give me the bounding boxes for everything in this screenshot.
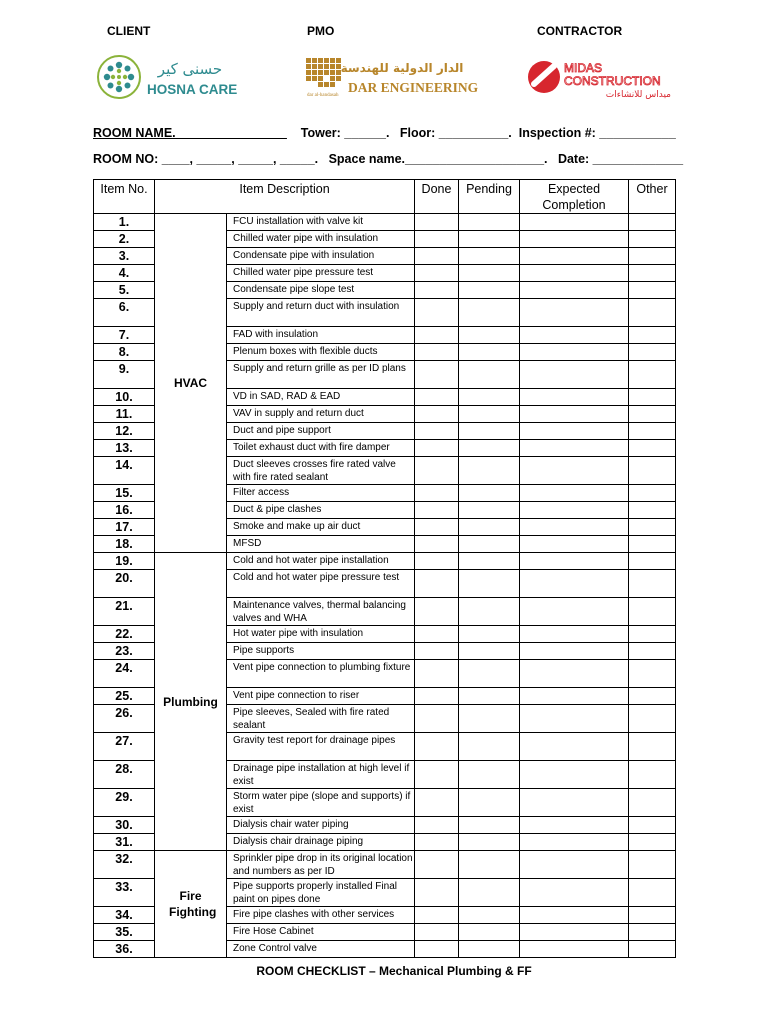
pmo-label: PMO (307, 24, 335, 38)
pending-cell[interactable] (459, 457, 520, 485)
done-cell[interactable] (415, 761, 459, 789)
expected-completion-cell[interactable] (520, 440, 629, 457)
table-row (94, 851, 676, 879)
item-number: 34. (94, 907, 155, 924)
item-description: Cold and hot water pipe installation (227, 553, 415, 570)
other-cell[interactable] (629, 423, 676, 440)
item-number: 1. (94, 214, 155, 231)
other-cell[interactable] (629, 851, 676, 879)
expected-completion-cell[interactable] (520, 282, 629, 299)
other-cell[interactable] (629, 299, 676, 327)
item-number: 14. (94, 457, 155, 485)
item-number: 16. (94, 502, 155, 519)
other-cell[interactable] (629, 817, 676, 834)
item-description: Vent pipe connection to plumbing fixture (227, 660, 415, 688)
done-cell[interactable] (415, 519, 459, 536)
pending-cell[interactable] (459, 265, 520, 282)
checklist-body (94, 214, 676, 958)
done-cell[interactable] (415, 598, 459, 626)
done-cell[interactable] (415, 660, 459, 688)
midas-construction-logo (526, 52, 674, 102)
done-cell[interactable] (415, 440, 459, 457)
other-cell[interactable] (629, 440, 676, 457)
item-description: Vent pipe connection to riser (227, 688, 415, 705)
done-cell[interactable] (415, 553, 459, 570)
other-cell[interactable] (629, 643, 676, 660)
expected-completion-cell[interactable] (520, 660, 629, 688)
expected-completion-cell[interactable] (520, 907, 629, 924)
dar-grid-icon (306, 58, 341, 87)
pending-cell[interactable] (459, 643, 520, 660)
space-name-field[interactable]: Space name.____________________. (328, 152, 548, 166)
pending-cell[interactable] (459, 941, 520, 958)
pending-cell[interactable] (459, 299, 520, 327)
fields-row-2 (93, 152, 684, 166)
done-cell[interactable] (415, 457, 459, 485)
item-number: 22. (94, 626, 155, 643)
expected-completion-cell[interactable] (520, 406, 629, 423)
item-description: Duct and pipe support (227, 423, 415, 440)
expected-completion-cell[interactable] (520, 361, 629, 389)
done-cell[interactable] (415, 502, 459, 519)
pending-cell[interactable] (459, 389, 520, 406)
pending-cell[interactable] (459, 214, 520, 231)
done-cell[interactable] (415, 265, 459, 282)
item-description: Smoke and make up air duct (227, 519, 415, 536)
expected-completion-cell[interactable] (520, 817, 629, 834)
other-cell[interactable] (629, 941, 676, 958)
done-cell[interactable] (415, 485, 459, 502)
done-cell[interactable] (415, 423, 459, 440)
header-description: Item Description (155, 180, 415, 214)
item-description: Hot water pipe with insulation (227, 626, 415, 643)
expected-completion-cell[interactable] (520, 214, 629, 231)
fields-row-1 (93, 126, 675, 140)
pending-cell[interactable] (459, 344, 520, 361)
other-cell[interactable] (629, 553, 676, 570)
done-cell[interactable] (415, 361, 459, 389)
item-number: 31. (94, 834, 155, 851)
other-cell[interactable] (629, 214, 676, 231)
expected-completion-cell[interactable] (520, 879, 629, 907)
pending-cell[interactable] (459, 282, 520, 299)
dar-mark-text: dar al-handasah (307, 93, 339, 98)
pending-cell[interactable] (459, 789, 520, 817)
other-cell[interactable] (629, 282, 676, 299)
done-cell[interactable] (415, 214, 459, 231)
item-description: Plenum boxes with flexible ducts (227, 344, 415, 361)
expected-completion-cell[interactable] (520, 423, 629, 440)
midas-circle-icon (528, 61, 560, 93)
item-number: 8. (94, 344, 155, 361)
pending-cell[interactable] (459, 688, 520, 705)
client-label: CLIENT (107, 24, 151, 38)
parties-row (0, 24, 768, 44)
item-number: 28. (94, 761, 155, 789)
other-cell[interactable] (629, 598, 676, 626)
checklist-table (93, 179, 676, 958)
item-description: Maintenance valves, thermal balancing valves and WHA (227, 598, 415, 626)
expected-completion-cell[interactable] (520, 761, 629, 789)
expected-completion-cell[interactable] (520, 502, 629, 519)
pending-cell[interactable] (459, 834, 520, 851)
done-cell[interactable] (415, 834, 459, 851)
pending-cell[interactable] (459, 502, 520, 519)
tower-field[interactable]: Tower: ______. (300, 126, 390, 140)
expected-completion-cell[interactable] (520, 598, 629, 626)
header-pending: Pending (459, 180, 520, 214)
done-cell[interactable] (415, 282, 459, 299)
other-cell[interactable] (629, 536, 676, 553)
room-no-field[interactable]: ROOM NO: ____, _____, _____, _____. (93, 152, 319, 166)
item-number: 29. (94, 789, 155, 817)
item-number: 2. (94, 231, 155, 248)
item-number: 7. (94, 327, 155, 344)
midas-top-text: MIDAS (564, 61, 603, 75)
inspection-field[interactable]: Inspection #: ___________ (518, 126, 676, 140)
item-number: 19. (94, 553, 155, 570)
pending-cell[interactable] (459, 879, 520, 907)
item-number: 11. (94, 406, 155, 423)
other-cell[interactable] (629, 789, 676, 817)
pending-cell[interactable] (459, 231, 520, 248)
item-description: Fire pipe clashes with other services (227, 907, 415, 924)
other-cell[interactable] (629, 570, 676, 598)
date-field[interactable]: Date: _____________ (557, 152, 684, 166)
expected-completion-cell[interactable] (520, 643, 629, 660)
item-description: MFSD (227, 536, 415, 553)
header-item-no: Item No. (94, 180, 155, 214)
item-number: 18. (94, 536, 155, 553)
item-description: Sprinkler pipe drop in its original location and numbers as per ID (227, 851, 415, 879)
item-description: Fire Hose Cabinet (227, 924, 415, 941)
item-description: Filter access (227, 485, 415, 502)
expected-completion-cell[interactable] (520, 924, 629, 941)
done-cell[interactable] (415, 851, 459, 879)
expected-completion-cell[interactable] (520, 457, 629, 485)
other-cell[interactable] (629, 879, 676, 907)
item-description: Pipe supports (227, 643, 415, 660)
done-cell[interactable] (415, 570, 459, 598)
table-row (94, 553, 676, 570)
other-cell[interactable] (629, 519, 676, 536)
other-cell[interactable] (629, 924, 676, 941)
item-description: FCU installation with valve kit (227, 214, 415, 231)
item-number: 15. (94, 485, 155, 502)
expected-completion-cell[interactable] (520, 688, 629, 705)
expected-completion-cell[interactable] (520, 705, 629, 733)
pending-cell[interactable] (459, 626, 520, 643)
expected-completion-cell[interactable] (520, 327, 629, 344)
other-cell[interactable] (629, 733, 676, 761)
pending-cell[interactable] (459, 361, 520, 389)
expected-completion-cell[interactable] (520, 536, 629, 553)
item-number: 33. (94, 879, 155, 907)
hosna-name-text: HOSNA CARE (147, 82, 238, 97)
done-cell[interactable] (415, 299, 459, 327)
hosna-flower-icon (98, 56, 140, 98)
item-number: 25. (94, 688, 155, 705)
expected-completion-cell[interactable] (520, 789, 629, 817)
item-description: Gravity test report for drainage pipes (227, 733, 415, 761)
item-number: 23. (94, 643, 155, 660)
item-description: Dialysis chair water piping (227, 817, 415, 834)
other-cell[interactable] (629, 502, 676, 519)
expected-completion-cell[interactable] (520, 248, 629, 265)
other-cell[interactable] (629, 344, 676, 361)
group-label: Plumbing (155, 553, 227, 851)
item-number: 5. (94, 282, 155, 299)
item-description: Dialysis chair drainage piping (227, 834, 415, 851)
other-cell[interactable] (629, 248, 676, 265)
other-cell[interactable] (629, 327, 676, 344)
header-expected: Expected Completion (520, 180, 629, 214)
done-cell[interactable] (415, 924, 459, 941)
group-label: HVAC (155, 214, 227, 553)
done-cell[interactable] (415, 327, 459, 344)
pending-cell[interactable] (459, 327, 520, 344)
item-description: Supply and return duct with insulation (227, 299, 415, 327)
expected-completion-cell[interactable] (520, 851, 629, 879)
done-cell[interactable] (415, 733, 459, 761)
expected-completion-cell[interactable] (520, 570, 629, 598)
pending-cell[interactable] (459, 660, 520, 688)
item-number: 30. (94, 817, 155, 834)
other-cell[interactable] (629, 834, 676, 851)
other-cell[interactable] (629, 457, 676, 485)
dar-engineering-logo (304, 52, 479, 102)
item-description: Supply and return grille as per ID plans (227, 361, 415, 389)
expected-completion-cell[interactable] (520, 626, 629, 643)
table-row (94, 214, 676, 231)
item-number: 36. (94, 941, 155, 958)
done-cell[interactable] (415, 705, 459, 733)
midas-bottom-text: CONSTRUCTION (564, 74, 661, 88)
item-description: FAD with insulation (227, 327, 415, 344)
room-name-field[interactable]: ROOM NAME.________________ (93, 126, 287, 140)
item-number: 20. (94, 570, 155, 598)
expected-completion-cell[interactable] (520, 265, 629, 282)
item-description: Chilled water pipe with insulation (227, 231, 415, 248)
midas-arabic-text: ميداس للانشاءات (605, 90, 671, 100)
done-cell[interactable] (415, 643, 459, 660)
pending-cell[interactable] (459, 733, 520, 761)
other-cell[interactable] (629, 485, 676, 502)
done-cell[interactable] (415, 941, 459, 958)
done-cell[interactable] (415, 231, 459, 248)
item-description: Zone Control valve (227, 941, 415, 958)
item-number: 21. (94, 598, 155, 626)
item-description: Duct sleeves crosses fire rated valve with fire rated sealant (227, 457, 415, 485)
item-number: 6. (94, 299, 155, 327)
pending-cell[interactable] (459, 705, 520, 733)
done-cell[interactable] (415, 536, 459, 553)
pending-cell[interactable] (459, 851, 520, 879)
dar-arabic-text: الدار الدولية للهندسة (340, 61, 464, 75)
item-description: Drainage pipe installation at high level if exist (227, 761, 415, 789)
other-cell[interactable] (629, 761, 676, 789)
item-description: VAV in supply and return duct (227, 406, 415, 423)
item-number: 9. (94, 361, 155, 389)
expected-completion-cell[interactable] (520, 231, 629, 248)
pending-cell[interactable] (459, 598, 520, 626)
item-number: 10. (94, 389, 155, 406)
pending-cell[interactable] (459, 519, 520, 536)
header-done: Done (415, 180, 459, 214)
pending-cell[interactable] (459, 817, 520, 834)
other-cell[interactable] (629, 361, 676, 389)
done-cell[interactable] (415, 879, 459, 907)
item-description: Condensate pipe slope test (227, 282, 415, 299)
pending-cell[interactable] (459, 761, 520, 789)
pending-cell[interactable] (459, 907, 520, 924)
item-description: Condensate pipe with insulation (227, 248, 415, 265)
item-description: Pipe supports properly installed Final paint on pipes done (227, 879, 415, 907)
done-cell[interactable] (415, 688, 459, 705)
done-cell[interactable] (415, 406, 459, 423)
pending-cell[interactable] (459, 553, 520, 570)
table-header-row (94, 180, 676, 214)
pending-cell[interactable] (459, 536, 520, 553)
floor-field[interactable]: Floor: __________. (399, 126, 512, 140)
expected-completion-cell[interactable] (520, 299, 629, 327)
item-number: 12. (94, 423, 155, 440)
done-cell[interactable] (415, 344, 459, 361)
other-cell[interactable] (629, 389, 676, 406)
pending-cell[interactable] (459, 406, 520, 423)
item-number: 3. (94, 248, 155, 265)
item-number: 27. (94, 733, 155, 761)
expected-completion-cell[interactable] (520, 344, 629, 361)
item-description: Toilet exhaust duct with fire damper (227, 440, 415, 457)
item-number: 13. (94, 440, 155, 457)
expected-completion-cell[interactable] (520, 553, 629, 570)
other-cell[interactable] (629, 626, 676, 643)
item-number: 17. (94, 519, 155, 536)
item-number: 26. (94, 705, 155, 733)
hosna-care-logo (95, 52, 238, 102)
pending-cell[interactable] (459, 485, 520, 502)
expected-completion-cell[interactable] (520, 519, 629, 536)
item-description: Chilled water pipe pressure test (227, 265, 415, 282)
footer-title: ROOM CHECKLIST – Mechanical Plumbing & FF (256, 964, 532, 978)
done-cell[interactable] (415, 389, 459, 406)
done-cell[interactable] (415, 817, 459, 834)
other-cell[interactable] (629, 907, 676, 924)
item-description: Pipe sleeves, Sealed with fire rated sealant (227, 705, 415, 733)
hosna-arabic-text: حسنى كير (157, 60, 223, 78)
item-description: Cold and hot water pipe pressure test (227, 570, 415, 598)
item-number: 35. (94, 924, 155, 941)
other-cell[interactable] (629, 660, 676, 688)
item-number: 4. (94, 265, 155, 282)
other-cell[interactable] (629, 265, 676, 282)
done-cell[interactable] (415, 907, 459, 924)
group-label: Fire Fighting (155, 851, 227, 958)
item-description: Duct & pipe clashes (227, 502, 415, 519)
expected-completion-cell[interactable] (520, 834, 629, 851)
header-other: Other (629, 180, 676, 214)
pending-cell[interactable] (459, 570, 520, 598)
dar-name-text: DAR ENGINEERING (348, 80, 479, 95)
pending-cell[interactable] (459, 440, 520, 457)
contractor-label: CONTRACTOR (537, 24, 623, 38)
item-number: 24. (94, 660, 155, 688)
item-description: Storm water pipe (slope and supports) if exist (227, 789, 415, 817)
item-number: 32. (94, 851, 155, 879)
done-cell[interactable] (415, 789, 459, 817)
item-description: VD in SAD, RAD & EAD (227, 389, 415, 406)
other-cell[interactable] (629, 688, 676, 705)
pending-cell[interactable] (459, 924, 520, 941)
expected-completion-cell[interactable] (520, 733, 629, 761)
done-cell[interactable] (415, 248, 459, 265)
expected-completion-cell[interactable] (520, 941, 629, 958)
other-cell[interactable] (629, 406, 676, 423)
pending-cell[interactable] (459, 248, 520, 265)
other-cell[interactable] (629, 231, 676, 248)
other-cell[interactable] (629, 705, 676, 733)
done-cell[interactable] (415, 626, 459, 643)
expected-completion-cell[interactable] (520, 485, 629, 502)
pending-cell[interactable] (459, 423, 520, 440)
expected-completion-cell[interactable] (520, 389, 629, 406)
